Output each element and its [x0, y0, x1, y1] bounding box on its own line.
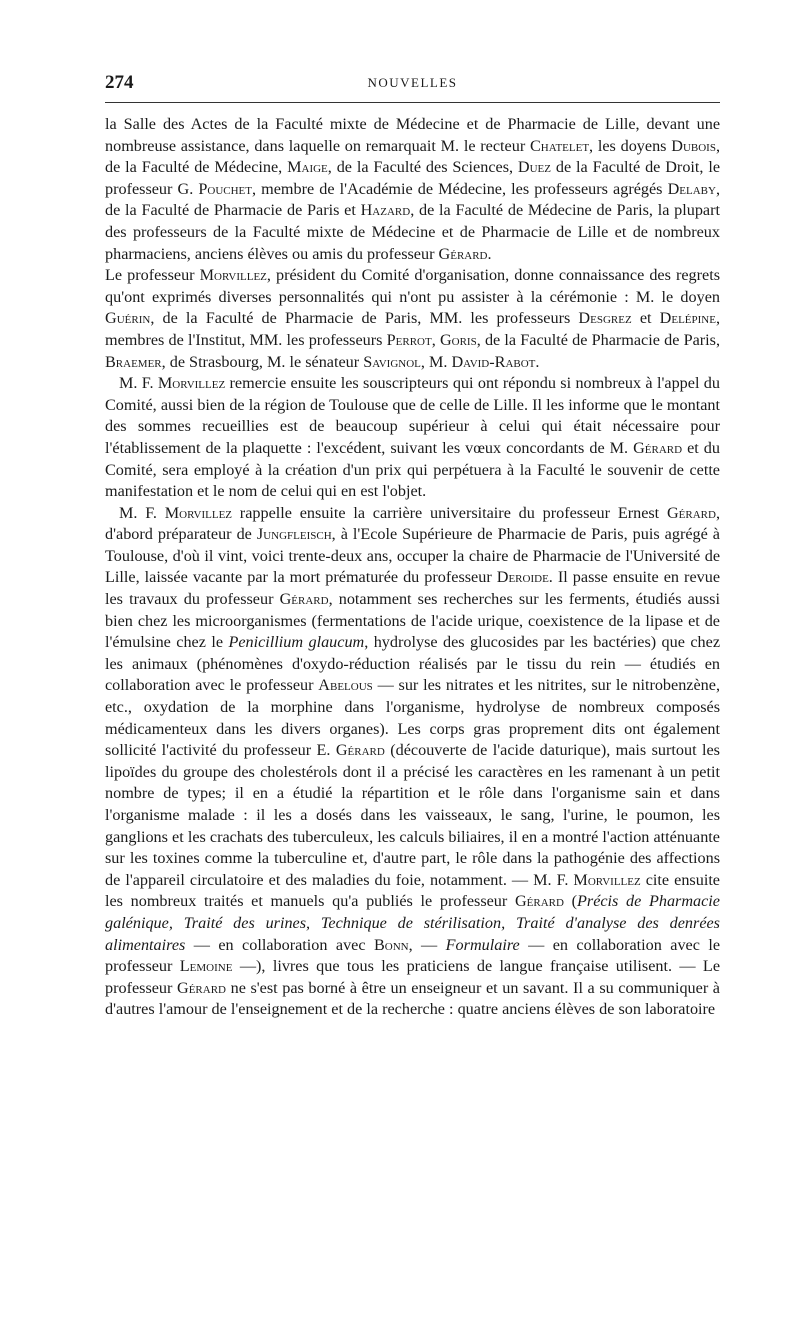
person-name: Maige [287, 158, 328, 177]
text-run: , président du Comité d'organisation, donne connaissance des regrets qu'ont exprimés diverses personnalités qui n'ont pu assister à la cérémonie : M. le doyen [105, 266, 720, 306]
text-run: et du Comité, sera employé à la création d'un prix qui perpétuera à la Faculté le souvenir de cette manifestation et le nom de celui qui en est l'objet. [105, 438, 720, 501]
text-run: , hydrolyse des glucosides par les bactéries) que chez les animaux (phénomènes d'oxydo-réduction réalisés par le tissu du rein — étudiés en collaboration avec le professeur [105, 633, 720, 695]
text-run: . Il passe ensuite en revue les travaux du professeur [105, 568, 721, 609]
text-run: M. F. [119, 374, 158, 393]
text-run: , à l'Ecole Supérieure de Pharmacie de Paris, puis agrégé à Toulouse, d'où il vint, voici trente-deux ans, occuper la chaire de Pharmacie de l'Université de Lille, laissée vacante par la mort prématurée du professeur [105, 525, 720, 587]
running-head: NOUVELLES [367, 75, 458, 90]
text-run: , de la Faculté de Pharmacie de Paris, MM. les professeurs [150, 309, 579, 328]
italic-text: Précis de Pharmacie galénique, Traité des urines, Technique de stérilisation, Traité d'analyse des denrées alimentaires [105, 892, 720, 954]
text-run: , d'abord préparateur de [105, 503, 720, 544]
header-rule [105, 102, 720, 103]
person-name: Pouchet [198, 179, 252, 198]
text-run: , notamment ses recherches sur les ferments, étudiés aussi bien chez les microorganismes (fermentations de l'acide urique, coexistence de la lipase et de l'émulsine chez le [105, 590, 720, 652]
person-name: Desgrez [578, 309, 632, 328]
person-name: Gérard [335, 741, 385, 760]
paragraph [105, 503, 720, 1021]
text-run: — sur les nitrates et les nitrites, sur le nitrobenzène, etc., oxydation de la morphine dans l'organisme, hydrolyse de nombreux composés médicamenteux dans les divers organes). Les corps gras proprement dits ont également sollicité l'activité du professeur E. [105, 676, 721, 760]
text-run: — en collaboration avec [185, 935, 374, 954]
italic-text: Formulaire [445, 935, 520, 954]
person-name: Gérard [438, 244, 488, 263]
person-name: Morvillez [199, 266, 267, 285]
text-run: , de la Faculté des Sciences, [327, 158, 518, 177]
person-name: Delaby [667, 179, 716, 198]
person-name: Morvillez [573, 870, 641, 889]
paragraph [105, 373, 720, 503]
text-run: cite ensuite les nombreux traités et manuels qu'a publiés le professeur [105, 870, 720, 911]
text-run: et [631, 309, 660, 328]
person-name: Perrot [386, 330, 432, 349]
text-run: . [535, 352, 540, 371]
article-body [105, 114, 720, 1021]
text-run: , [431, 330, 440, 349]
text-run: , les doyens [589, 136, 672, 155]
person-name: Guérin [105, 309, 151, 328]
text-run: de la Faculté de Droit, le professeur G. [105, 158, 721, 198]
person-name: Gérard [514, 892, 564, 911]
text-run: (découverte de l'acide daturique), mais surtout les lipoïdes du groupe des cholestérols dont il a précisé les caractères en les ramenant à un petit nombre de types; il en a étudié la répartition et le rôle dans l'organisme sain et dans l'organisme malade : il les a dosés dans les vaisseaux, le sang, l'urine, le poumon, les ganglions et les crachats des tuberculeux, les calculs biliaires, il en a montré l'action atténuante sur les toxines comme la tuberculine et, d'autre part, le rôle dans la pathogénie des affections de l'appareil circulatoire et des maladies du foie, notamment. — M. F. [105, 741, 720, 889]
italic-text: Penicillium glaucum [228, 633, 365, 652]
text-run: . [487, 244, 492, 263]
person-name: Goris [439, 330, 477, 349]
person-name: Gérard [633, 438, 683, 457]
text-run: , de Strasbourg, M. le sénateur [161, 352, 364, 371]
text-run: , de la Faculté de Médecine de Paris, la plupart des professeurs de la Faculté mixte de Médecine et de Pharmacie de Lille et de nombreux pharmaciens, anciens élèves ou amis du professeur [105, 201, 720, 263]
person-name: David-Rabot [451, 352, 536, 371]
text-run: la Salle des Actes de la Faculté mixte de Médecine et de Pharmacie de Lille, devant une nombreuse assistance, dans laquelle on remarquait M. le recteur [105, 115, 720, 155]
person-name: Jungfleisch [256, 525, 332, 544]
text-run: , M. [420, 352, 452, 371]
text-run: , de la Faculté de Médecine, [105, 136, 720, 177]
person-name: Deroide [496, 568, 549, 587]
person-name: Chatelet [529, 136, 590, 155]
text-run: , membres de l'Institut, MM. les professeurs [105, 309, 720, 349]
text-run: —), livres que tous les praticiens de langue française utilisent. — Le professeur [105, 957, 721, 997]
text-run: , — [408, 935, 446, 954]
person-name: Lemoine [179, 957, 233, 976]
text-run: ( [563, 892, 577, 911]
person-name: Dubois [671, 136, 716, 155]
person-name: Gérard [666, 503, 716, 522]
person-name: Duez [517, 158, 551, 177]
person-name: Abelous [318, 676, 373, 695]
text-run: Le professeur [105, 266, 200, 285]
person-name: Hazard [360, 201, 411, 220]
paragraph [105, 265, 720, 373]
text-run: — en collaboration avec le professeur [105, 935, 721, 976]
page-header [105, 72, 720, 98]
person-name: Gérard [279, 590, 329, 609]
text-run: , de la Faculté de Pharmacie de Paris et [105, 179, 720, 220]
text-run: ne s'est pas borné à être un enseigneur et un savant. Il a su communiquer à d'autres l'amour de l'enseignement et de la recherche : quatre anciens élèves de son laboratoire [105, 978, 720, 1019]
paragraph [105, 114, 720, 265]
person-name: Savignol [363, 352, 421, 371]
text-run: rappelle ensuite la carrière universitaire du professeur Ernest [232, 503, 667, 522]
person-name: Braemer [105, 352, 162, 371]
person-name: Morvillez [164, 503, 233, 522]
text-run: , membre de l'Académie de Médecine, les professeurs agrégés [252, 179, 668, 198]
text-run: remercie ensuite les souscripteurs qui ont répondu si nombreux à l'appel du Comité, aussi bien de la région de Toulouse que de celle de Lille. Il les informe que le montant des sommes recueillies est de beaucoup supérieur à celui qui était nécessaire pour l'établissement de la plaquette : l'excédent, suivant les vœux concordants de M. [105, 374, 720, 457]
person-name: Delépine [659, 309, 716, 328]
person-name: Morvillez [157, 374, 226, 393]
person-name: Bonn [373, 935, 409, 954]
text-run: , de la Faculté de Pharmacie de Paris, [476, 330, 721, 349]
page-number: 274 [105, 72, 134, 93]
text-run: M. F. [119, 503, 165, 522]
person-name: Gérard [177, 978, 226, 997]
